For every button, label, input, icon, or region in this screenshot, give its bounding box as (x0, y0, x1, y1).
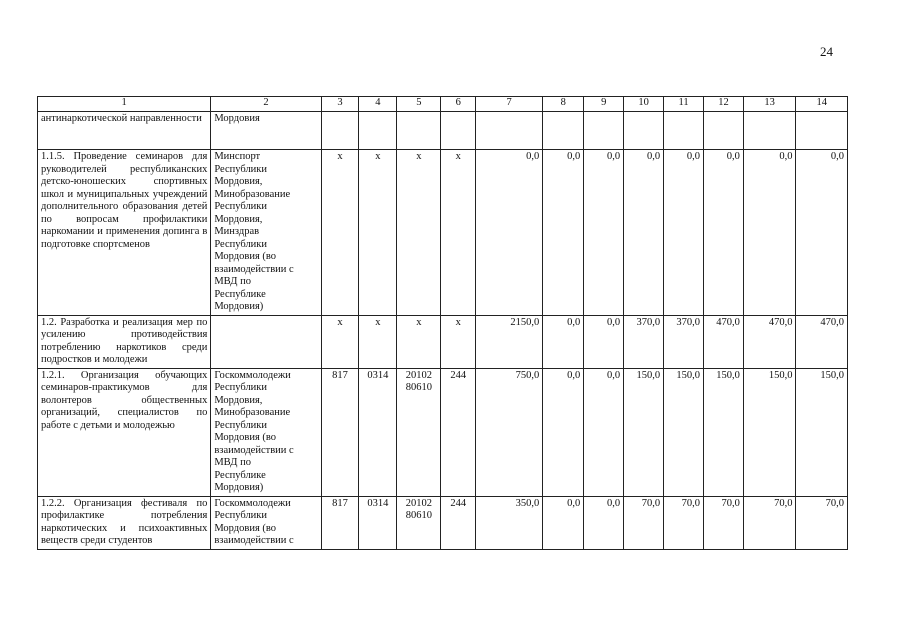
cell-11 (664, 112, 704, 150)
cell-8: 0,0 (543, 315, 584, 368)
column-header: 1 (38, 97, 211, 112)
table-row (38, 496, 848, 549)
measure-name-cell: 1.2.2. Организация фестиваля по профилактике потребления наркотических и психоактивных веществ среди студентов (38, 496, 211, 549)
cell-14: 470,0 (796, 315, 848, 368)
responsible-cell: Мордовия (211, 112, 321, 150)
table-row (38, 150, 848, 316)
measure-name-cell: 1.1.5. Проведение семинаров для руководителей республиканских детско-юношеских спортивных школ и муниципальных учреждений дополнительного образования детей по вопросам профилактики наркомании и применения допинга в подготовке спортсменов (38, 150, 211, 316)
measure-name-cell: 1.2. Разработка и реализация мер по усилению противодействия потреблению наркотиков среди подростков и молодежи (38, 315, 211, 368)
cell-6: х (441, 315, 476, 368)
cell-12: 70,0 (704, 496, 744, 549)
cell-13: 70,0 (743, 496, 796, 549)
column-header: 9 (584, 97, 624, 112)
cell-13 (743, 112, 796, 150)
responsible-cell: Госкоммолодежи Республики Мордовия, Минобразование Республики Мордовия (во взаимодействии с МВД по Республике Мордовия) (211, 368, 321, 496)
cell-4: х (359, 150, 397, 316)
cell-7: 2150,0 (476, 315, 543, 368)
cell-12: 0,0 (704, 150, 744, 316)
cell-5 (397, 112, 441, 150)
cell-9 (584, 112, 624, 150)
cell-3: х (321, 315, 359, 368)
column-header: 12 (704, 97, 744, 112)
cell-12: 470,0 (704, 315, 744, 368)
budget-table (37, 96, 848, 550)
cell-12: 150,0 (704, 368, 744, 496)
cell-4: 0314 (359, 496, 397, 549)
cell-11: 70,0 (664, 496, 704, 549)
cell-6: х (441, 150, 476, 316)
responsible-cell (211, 315, 321, 368)
cell-9: 0,0 (584, 150, 624, 316)
column-header: 3 (321, 97, 359, 112)
column-header: 5 (397, 97, 441, 112)
page-number: 24 (820, 44, 833, 59)
responsible-cell: Минспорт Республики Мордовия, Минобразование Республики Мордовия, Минздрав Республики Мордовия (во взаимодействии с МВД по Республике Мордовия) (211, 150, 321, 316)
column-header: 4 (359, 97, 397, 112)
table-row (38, 315, 848, 368)
cell-4: х (359, 315, 397, 368)
cell-13: 470,0 (743, 315, 796, 368)
cell-3: х (321, 150, 359, 316)
cell-10: 70,0 (624, 496, 664, 549)
cell-10: 0,0 (624, 150, 664, 316)
cell-7 (476, 112, 543, 150)
responsible-cell: Госкоммолодежи Республики Мордовия (во взаимодействии с (211, 496, 321, 549)
cell-12 (704, 112, 744, 150)
table-row (38, 368, 848, 496)
cell-5: х (397, 150, 441, 316)
cell-6: 244 (441, 496, 476, 549)
cell-4: 0314 (359, 368, 397, 496)
cell-14: 0,0 (796, 150, 848, 316)
cell-3 (321, 112, 359, 150)
cell-10 (624, 112, 664, 150)
column-header: 6 (441, 97, 476, 112)
cell-14: 150,0 (796, 368, 848, 496)
cell-5: 20102 80610 (397, 496, 441, 549)
cell-5: 20102 80610 (397, 368, 441, 496)
cell-6 (441, 112, 476, 150)
cell-14 (796, 112, 848, 150)
measure-name-cell: антинаркотической направленности (38, 112, 211, 150)
cell-9: 0,0 (584, 368, 624, 496)
cell-11: 0,0 (664, 150, 704, 316)
cell-4 (359, 112, 397, 150)
cell-11: 370,0 (664, 315, 704, 368)
cell-13: 0,0 (743, 150, 796, 316)
column-header: 7 (476, 97, 543, 112)
cell-7: 0,0 (476, 150, 543, 316)
cell-8: 0,0 (543, 368, 584, 496)
cell-7: 350,0 (476, 496, 543, 549)
column-header: 8 (543, 97, 584, 112)
measure-name-cell: 1.2.1. Организация обучающих семинаров-практикумов для волонтеров общественных организаций, специалистов по работе с детьми и молодежью (38, 368, 211, 496)
table-row (38, 112, 848, 150)
column-header: 11 (664, 97, 704, 112)
cell-13: 150,0 (743, 368, 796, 496)
cell-3: 817 (321, 496, 359, 549)
header-row (38, 97, 848, 112)
cell-8: 0,0 (543, 496, 584, 549)
cell-8 (543, 112, 584, 150)
cell-14: 70,0 (796, 496, 848, 549)
cell-7: 750,0 (476, 368, 543, 496)
column-header: 10 (624, 97, 664, 112)
cell-11: 150,0 (664, 368, 704, 496)
column-header: 13 (743, 97, 796, 112)
cell-3: 817 (321, 368, 359, 496)
cell-10: 370,0 (624, 315, 664, 368)
cell-10: 150,0 (624, 368, 664, 496)
column-header: 2 (211, 97, 321, 112)
cell-9: 0,0 (584, 315, 624, 368)
cell-6: 244 (441, 368, 476, 496)
cell-5: х (397, 315, 441, 368)
cell-9: 0,0 (584, 496, 624, 549)
column-header: 14 (796, 97, 848, 112)
cell-8: 0,0 (543, 150, 584, 316)
